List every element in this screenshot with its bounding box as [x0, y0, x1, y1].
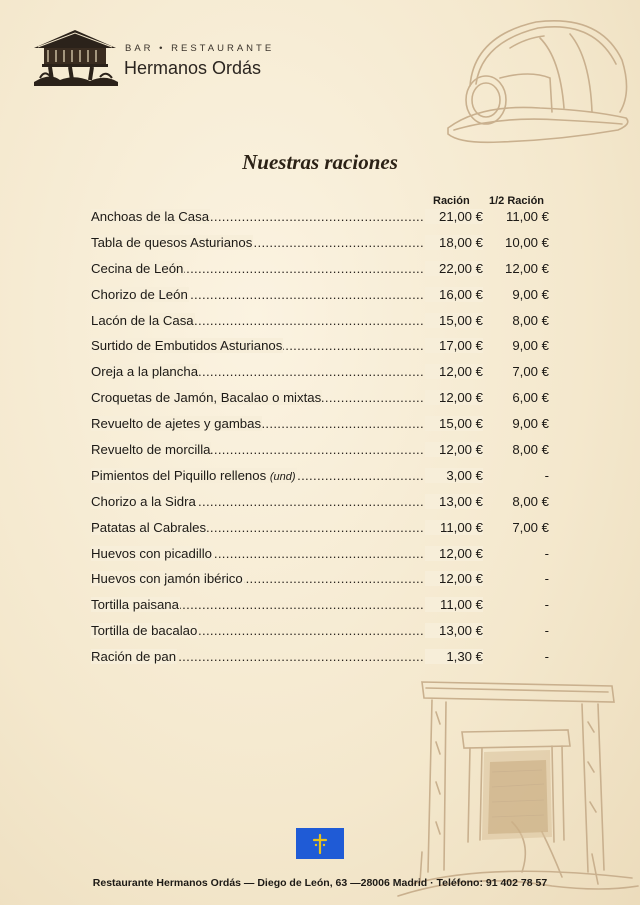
item-name: Patatas al Cabrales: [91, 519, 207, 535]
brand-subtitle: BAR • RESTAURANTE: [125, 43, 275, 54]
footer-address: Restaurante Hermanos Ordás — Diego de León, 63 —28006 Madrid · Teléfono: 91 402 78 57: [92, 877, 548, 889]
item-price: 1,30 €: [425, 649, 483, 664]
menu-item: [91, 362, 549, 388]
item-name: Lacón de la Casa: [91, 312, 194, 328]
item-price: 22,00 €: [425, 261, 483, 276]
item-half-price: 8,00 €: [512, 493, 549, 509]
item-half-price: -: [544, 571, 549, 587]
column-header-media-racion: 1/2 Ración: [489, 195, 545, 207]
menu-item: [91, 569, 549, 595]
item-half-price: 8,00 €: [512, 442, 549, 458]
menu-item: [91, 647, 549, 673]
item-half-price: 10,00 €: [505, 234, 549, 250]
item-price: 3,00 €: [425, 468, 483, 483]
menu-item: [91, 466, 549, 492]
item-name: Tortilla paisana: [91, 597, 179, 613]
item-half-price: 8,00 €: [512, 312, 549, 328]
item-price: 15,00 €: [425, 313, 483, 328]
item-price: 12,00 €: [425, 546, 483, 561]
menu-item: [91, 492, 549, 518]
item-name: Tortilla de bacalao: [91, 623, 198, 639]
menu-item: [91, 440, 549, 466]
horreo-logo-icon: [30, 28, 120, 88]
item-half-price: 6,00 €: [512, 390, 549, 406]
item-name: Oreja a la plancha: [91, 364, 199, 380]
item-half-price: 9,00 €: [512, 286, 549, 302]
item-name: Chorizo a la Sidra: [91, 493, 196, 509]
item-half-price: -: [544, 545, 549, 561]
brand-name: Hermanos Ordás: [124, 58, 262, 78]
column-header-racion: Ración: [433, 195, 470, 207]
menu-item: [91, 544, 549, 570]
menu-item: [91, 518, 549, 544]
item-name: Tabla de quesos Asturianos: [91, 234, 253, 250]
menu-item: [91, 621, 549, 647]
item-name: Revuelto de ajetes y gambas: [91, 416, 262, 432]
item-name: Croquetas de Jamón, Bacalao o mixtas: [91, 390, 322, 406]
item-half-price: 7,00 €: [512, 364, 549, 380]
item-half-price: 9,00 €: [512, 338, 549, 354]
item-half-price: 11,00 €: [505, 209, 549, 224]
item-half-price: 7,00 €: [512, 519, 549, 535]
item-half-price: 12,00 €: [505, 260, 549, 276]
mine-entrance-icon: [392, 672, 640, 897]
asturias-flag-icon: [296, 828, 344, 859]
item-price: 12,00 €: [425, 442, 483, 457]
item-price: 12,00 €: [425, 390, 483, 405]
item-name: Huevos con picadillo: [91, 545, 212, 561]
menu-title: Nuestras raciones: [242, 150, 398, 174]
menu-item: [91, 233, 549, 259]
menu-item: [91, 336, 549, 362]
item-price: 18,00 €: [425, 235, 483, 250]
item-price: 11,00 €: [425, 520, 483, 535]
menu-item: [91, 595, 549, 621]
menu-list: [91, 207, 549, 673]
menu-item: [91, 414, 549, 440]
menu-item: [91, 311, 549, 337]
item-price: 11,00 €: [425, 597, 483, 612]
item-half-price: -: [544, 467, 549, 483]
miner-helmet-icon: [440, 8, 635, 158]
item-name: Chorizo de León: [91, 286, 188, 302]
item-price: 15,00 €: [425, 416, 483, 431]
item-price: 12,00 €: [425, 364, 483, 379]
item-half-price: -: [544, 623, 549, 639]
item-name: Ración de pan: [91, 649, 177, 665]
item-name: Anchoas de la Casa: [91, 209, 210, 224]
item-name: Surtido de Embutidos Asturianos: [91, 338, 283, 354]
item-price: 21,00 €: [425, 209, 483, 224]
item-price: 17,00 €: [425, 338, 483, 353]
item-name: Pimientos del Piquillo rellenos: [91, 467, 267, 483]
menu-item: [91, 207, 549, 233]
menu-item: [91, 259, 549, 285]
item-price: 16,00 €: [425, 287, 483, 302]
item-price: 13,00 €: [425, 494, 483, 509]
item-price: 12,00 €: [425, 571, 483, 586]
item-note: (und): [269, 470, 296, 483]
item-name: Revuelto de morcilla: [91, 442, 211, 458]
menu-item: [91, 388, 549, 414]
item-half-price: -: [544, 597, 549, 613]
item-half-price: -: [544, 649, 549, 665]
menu-item: [91, 285, 549, 311]
item-half-price: 9,00 €: [512, 416, 549, 432]
item-name: Cecina de León: [91, 260, 184, 276]
item-price: 13,00 €: [425, 623, 483, 638]
item-name: Huevos con jamón ibérico: [91, 571, 243, 587]
